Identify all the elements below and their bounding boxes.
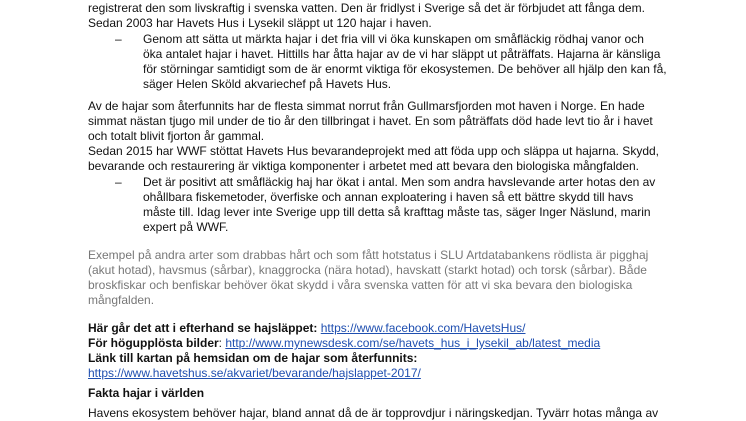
- map-link-line: [88, 366, 421, 381]
- quote-line: expert på WWF.: [143, 220, 229, 234]
- text-line: Sedan 2003 har Havets Hus i Lysekil släppt ut 120 hajar i haven.: [88, 16, 432, 30]
- quote-line: för störningar samtidigt som de är enormt viktiga för ekosystemen. De behöver all hjälp den kan få,: [143, 62, 667, 76]
- quote-line: säger Helen Sköld akvariechef på Havets Hus.: [143, 77, 392, 91]
- images-label: För högupplösta bilder: [88, 336, 219, 350]
- quote-line: öka antalet hajar i havet. Hittills har åtta hajar av de vi har släppt ut påträffats. Hajarna är känsliga: [143, 47, 661, 61]
- gray-text-line: broskfiskar och benfiskar behöver ökat skydd i våra svenska vatten för att vi ska bevara den biologiska: [88, 278, 633, 292]
- quote-line: Det är positivt att småfläckig haj har ökat i antal. Men som andra havslevande arter hotas den av: [143, 175, 656, 189]
- facebook-link[interactable]: https://www.facebook.com/HavetsHus/: [320, 321, 526, 335]
- map-label: Länk till kartan på hemsidan om de hajar som återfunnits:: [88, 351, 418, 365]
- mynewsdesk-link[interactable]: http://www.mynewsdesk.com/se/havets_hus_i_lysekil_ab/latest_media: [225, 336, 601, 350]
- video-link-line: [88, 321, 525, 336]
- gray-text-line: (akut hotad), havsmus (sårbar), knaggrocka (nära hotad), havskatt (starkt hotad) och torsk (sårbar). Både: [88, 263, 647, 277]
- quote-line: ohållbara fiskemetoder, överfiske och annan exploatering i haven så ett bättre skydd till havs: [143, 190, 634, 204]
- gray-text-line: Exempel på andra arter som drabbas hårt och som fått hotstatus i SLU Artdatabankens rödlista är pigghaj: [88, 248, 649, 262]
- list-dash: –: [115, 32, 122, 46]
- text-line: registrerat den som livskraftig i svenska vatten. Den är fridlyst i Sverige så det är förbjudet att fånga dem.: [88, 1, 645, 15]
- text-line: och totalt blivit fjorton år gammal.: [88, 129, 265, 143]
- list-dash: –: [115, 175, 122, 189]
- text-line: Sedan 2015 har WWF stöttat Havets Hus bevarandeprojekt med att föda upp och släppa ut hajarna. Skydd,: [88, 144, 659, 158]
- images-separator: :: [218, 336, 226, 350]
- quote-line: Genom att sätta ut märkta hajar i det fria vill vi öka kunskapen om småfläckig rödhaj vanor och: [143, 32, 644, 46]
- text-line: Av de hajar som återfunnits har de flesta simmat norrut från Gullmarsfjorden mot haven i Norge. En hade: [88, 99, 645, 113]
- facts-text-line: Havens ekosystem behöver hajar, bland annat då de är topprovdjur i näringskedjan. Tyvärr hotas många av: [88, 406, 659, 420]
- video-label: Här går det att i efterhand se hajsläppet:: [88, 321, 321, 335]
- gray-text-line: mångfalden.: [88, 293, 155, 307]
- quote-line: måste till. Idag lever inte Sverige upp till detta så krafttag måste tas, säger Inger Näslund, marin: [143, 205, 651, 219]
- text-line: simmat nästan tjugo mil under de tio år den tillbringat i havet. En som påträffats död hade levt tio år i havet: [88, 114, 653, 128]
- images-link-line: [88, 336, 600, 351]
- facts-heading: Fakta hajar i världen: [88, 386, 205, 400]
- havetshus-link[interactable]: https://www.havetshus.se/akvariet/bevarande/hajslappet-2017/: [88, 366, 421, 380]
- text-line: bevarande och restaurering är viktiga komponenter i arbetet med att bevara den biologiska mångfalden.: [88, 159, 639, 173]
